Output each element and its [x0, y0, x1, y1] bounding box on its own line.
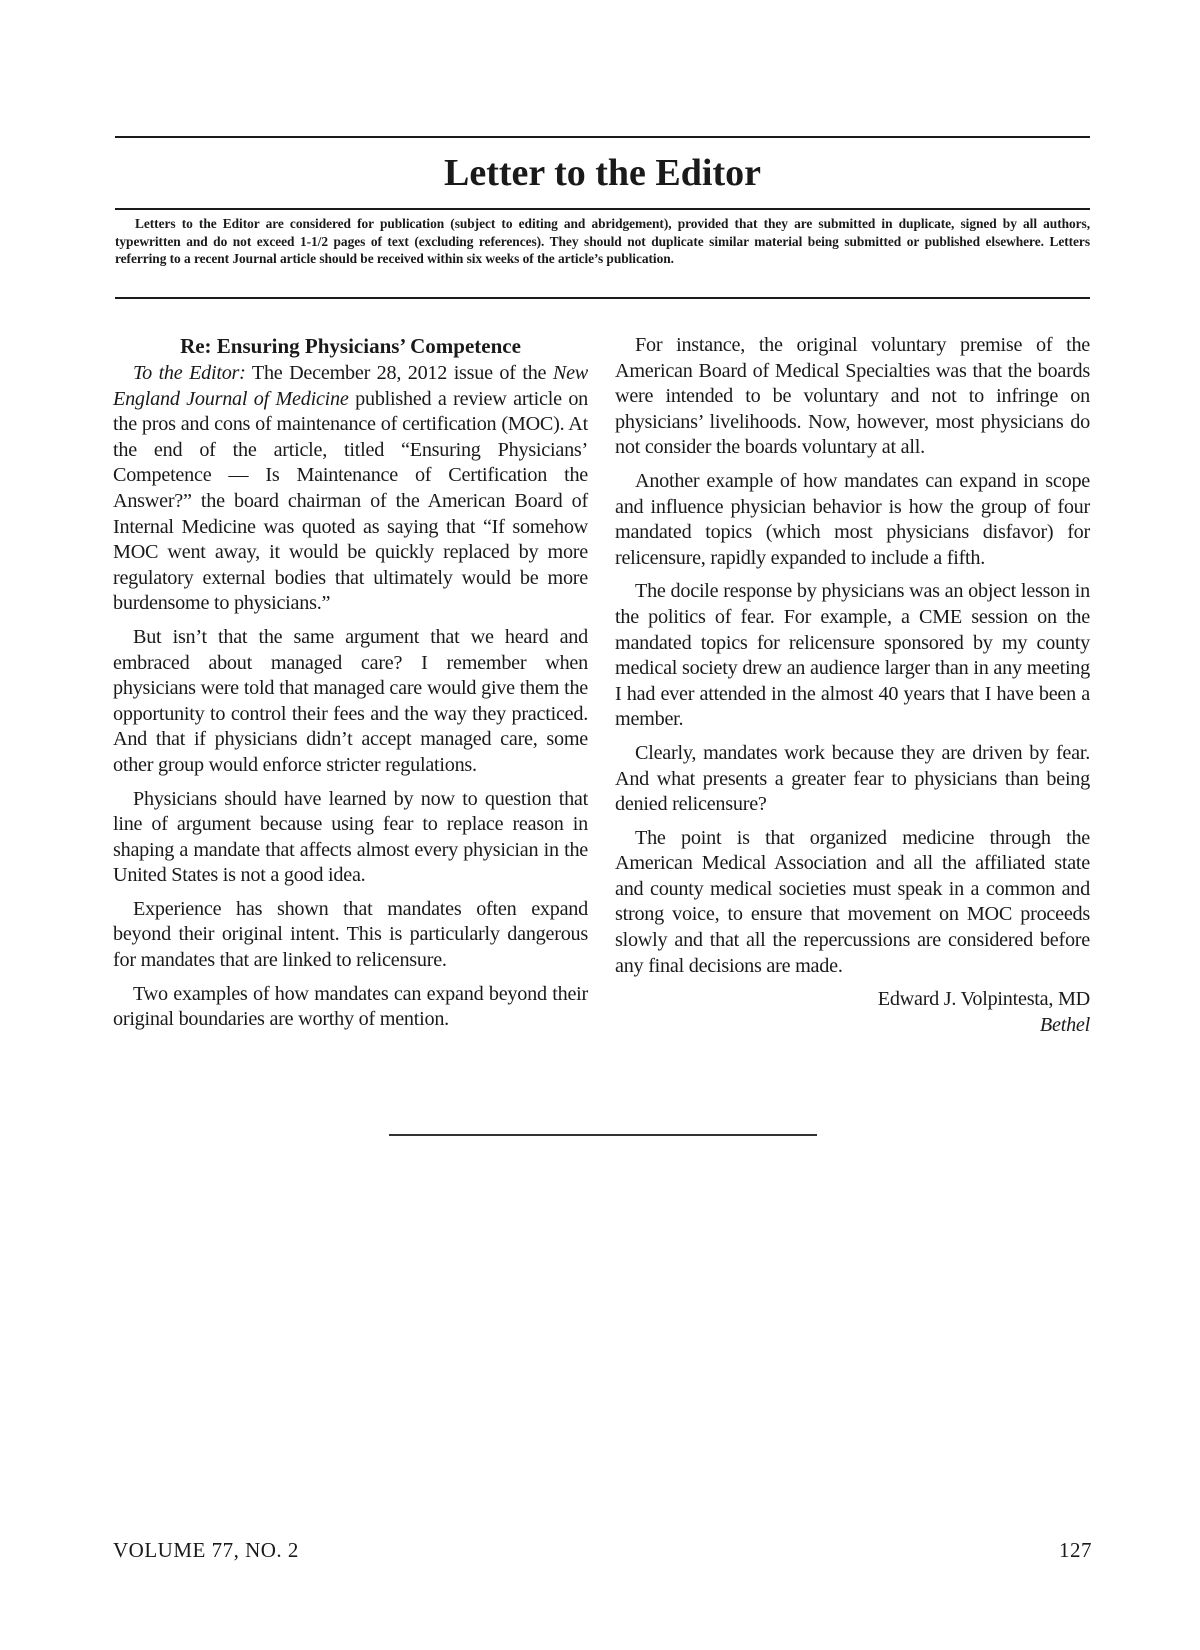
page-title: Letter to the Editor — [444, 152, 761, 194]
signature-name: Edward J. Volpintesta, MD — [877, 988, 1090, 1011]
letter-paragraph-8: The docile response by physicians was an object lesson in the politics of fear. For example, a CME session on the mandated topics for relicensure sponsored by my county medical society drew an audience larger than in any meeting I had ever attended in the almost 40 years that I have been a member. — [615, 580, 1090, 731]
right-column — [615, 333, 1090, 1038]
letter-paragraph-2: But isn’t that the same argument that we heard and embraced about managed care? I remember when physicians were told that managed care would give them the opportunity to control their fees and the way they practiced. And that if physicians didn’t accept managed care, some other group would enforce stricter regulations. — [113, 625, 588, 776]
paragraph-1-before: The December 28, 2012 issue of the — [251, 362, 547, 384]
letter-paragraph-1 — [113, 361, 588, 617]
header-bottom-rule — [115, 297, 1090, 299]
letter-paragraph-4: Experience has shown that mandates often expand beyond their original intent. This is particularly dangerous for mandates that are linked to relicensure. — [113, 897, 588, 972]
letter-paragraph-5: Two examples of how mandates can expand beyond their original boundaries are worthy of mention. — [113, 982, 588, 1031]
signature-place: Bethel — [1039, 1013, 1090, 1036]
end-of-article-rule — [389, 1134, 817, 1136]
footer-volume: VOLUME 77, NO. 2 — [113, 1538, 299, 1562]
letter-paragraph-3: Physicians should have learned by now to question that line of argument because using fear to replace reason in shaping a mandate that affects almost every physician in the United States is not a good idea. — [113, 787, 588, 887]
submission-notice: Letters to the Editor are considered for publication (subject to editing and abridgement), provided that they are submitted in duplicate, signed by all authors, typewritten and do not exceed 1-1/2 pages of text (excluding references). They should not duplicate similar material being submitted or published elsewhere. Letters referring to a recent Journal article should be received within six weeks of the article’s publication. — [115, 216, 1090, 266]
header-middle-rule — [115, 208, 1090, 210]
journal-name: New England Journal of Medicine — [113, 362, 588, 410]
letter-paragraph-10: The point is that organized medicine through the American Medical Association and all the affiliated state and county medical societies must speak in a common and strong voice, to ensure that movement on MOC proceeds slowly and that all the repercussions are considered before any final decisions are made. — [615, 826, 1090, 977]
letter-paragraph-7: Another example of how mandates can expand in scope and influence physician behavior is how the group of four mandated topics (which most physicians disfavor) for relicensure, rapidly expanded to include a fifth. — [615, 469, 1090, 569]
letter-paragraph-6: For instance, the original voluntary premise of the American Board of Medical Specialties was that the boards were intended to be voluntary and not to infringe on physicians’ livelihoods. Now, however, most physicians do not consider the boards voluntary at all. — [615, 334, 1090, 459]
salutation: To the Editor: — [133, 362, 246, 384]
paragraph-1-after: published a review article on the pros and cons of maintenance of certification (MOC). At the end of the article, titled “Ensuring Physicians’ Competence — Is Maintenance of Certification the Answer?” the board chairman of the American Board of Internal Medicine was quoted as saying that “If somehow MOC went away, it would be quickly replaced by more regulatory external bodies that ultimately would be more burdensome to physicians.” — [113, 387, 589, 615]
footer-page-number: 127 — [1059, 1538, 1092, 1562]
letter-paragraph-9: Clearly, mandates work because they are driven by fear. And what presents a greater fear to physicians than being denied relicensure? — [615, 741, 1090, 816]
header-top-rule — [115, 136, 1090, 138]
letter-heading: Re: Ensuring Physicians’ Competence — [180, 334, 521, 358]
left-column — [113, 333, 588, 1041]
